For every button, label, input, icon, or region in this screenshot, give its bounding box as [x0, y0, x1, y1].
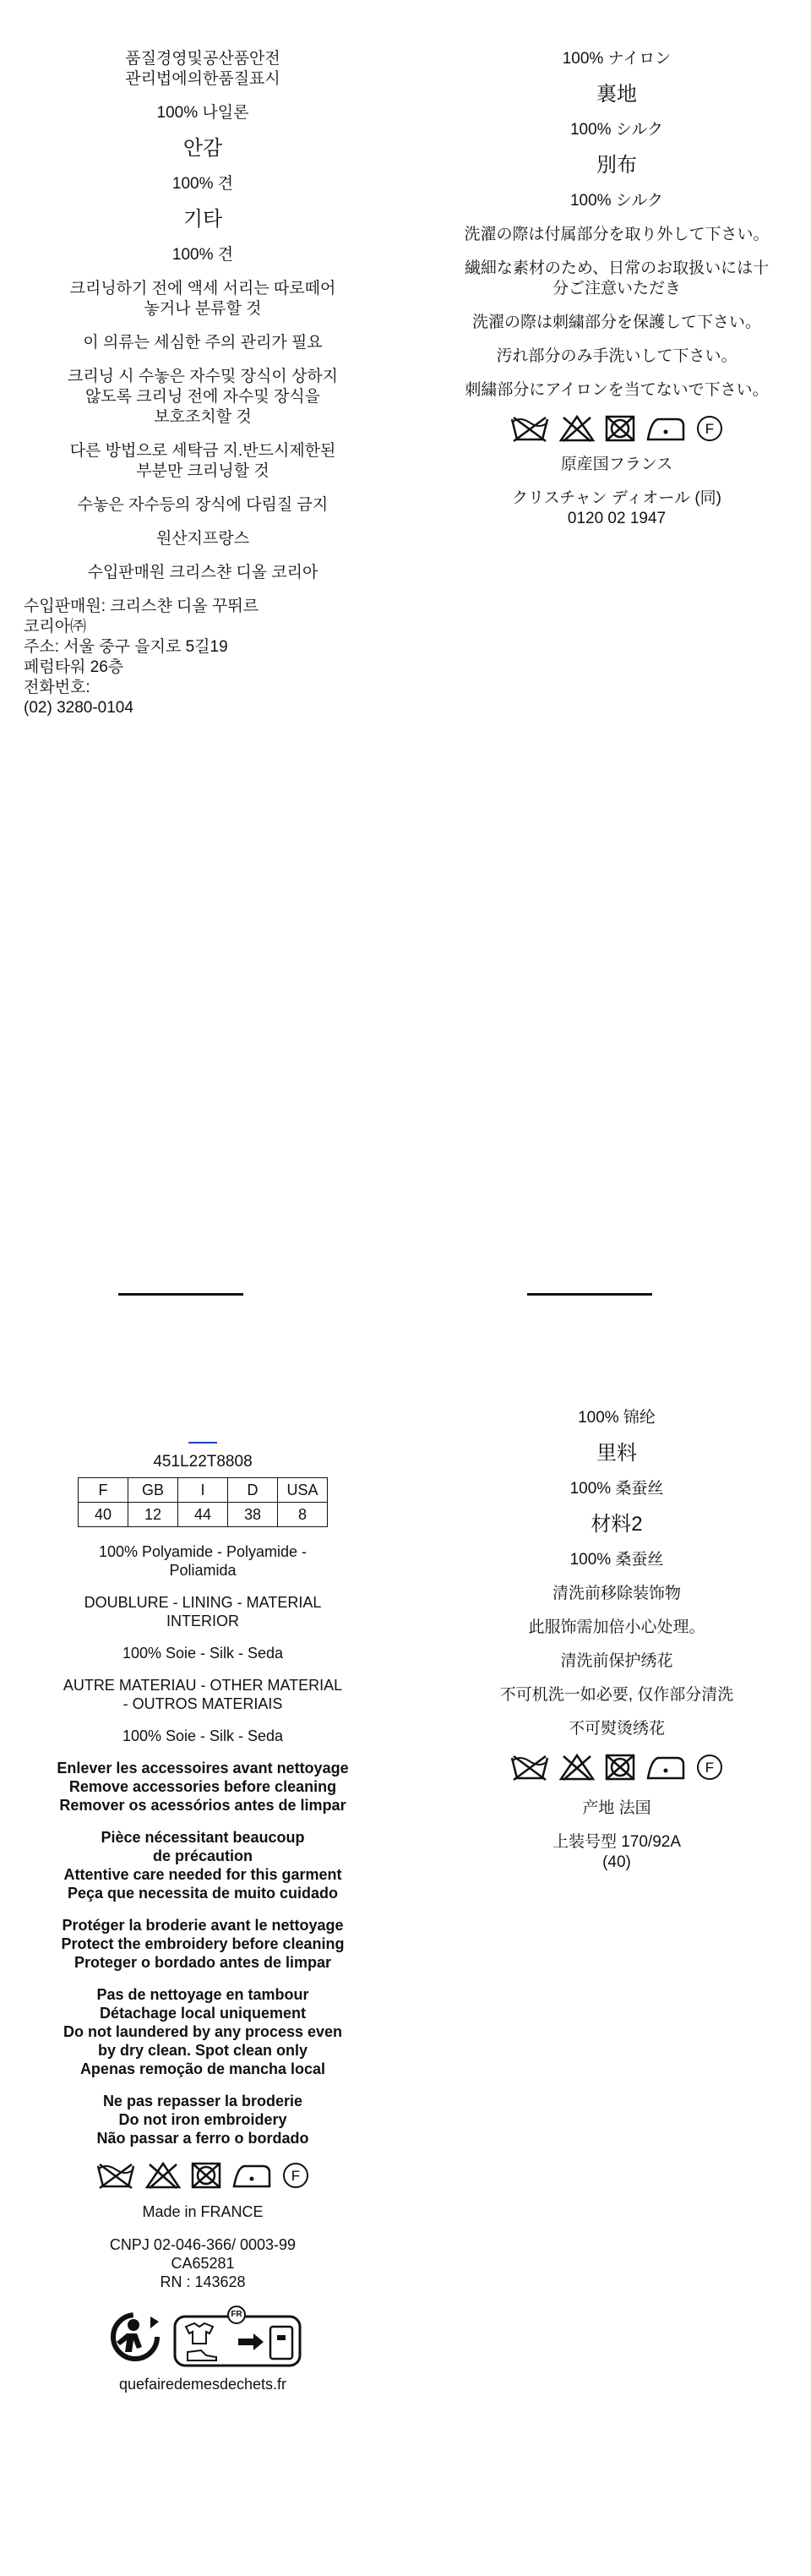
- professional-clean-f-icon: [281, 2161, 310, 2190]
- size-value-cell: 40: [79, 1503, 128, 1527]
- international-care-3: Protéger la broderie avant le nettoyage Protect the embroidery before cleaning Proteger o bordado antes de limpar: [61, 1917, 345, 1971]
- korean-care-5: 수놓은 자수등의 장식에 다림질 금지: [77, 496, 329, 514]
- international-care-4: Pas de nettoyage en tambour Détachage local uniquement Do not laundered by any process even by dry clean. Spot clean only Apenas remoção de mancha local: [63, 1986, 343, 2077]
- size-value-cell: 12: [128, 1503, 178, 1527]
- chinese-care-3: 清洗前保护绣花: [560, 1652, 673, 1670]
- korean-care-3: 크리닝 시 수놓은 자수및 장식이 상하지 않도록 크리닝 전에 자수및 장식을 보호조치할 것: [67, 368, 339, 426]
- japanese-origin: 原産国フランス: [560, 456, 673, 473]
- korean-fabric: 100% 나일론: [156, 104, 249, 122]
- no-tumble-dry-icon: [190, 2161, 222, 2190]
- recycle-badge-label: FR: [231, 2310, 242, 2319]
- no-wash-icon: [95, 2161, 136, 2190]
- size-value-cell: 38: [228, 1503, 278, 1527]
- no-wash-icon: [509, 414, 550, 443]
- iron-low-icon: [645, 414, 687, 443]
- korean-care-4: 다른 방법으로 세탁금 지.반드시제한된 부분만 크리닝할 것: [69, 442, 336, 480]
- korean-care-1: 크리닝하기 전에 액세 서리는 따로떼어 놓거나 분류할 것: [69, 280, 336, 318]
- bin-icon: [270, 2327, 292, 2359]
- tshirt-icon: [186, 2323, 213, 2344]
- korean-importer-block: 수입판매원: 크리스챤 디올 꾸뛰르 코리아㈜ 주소: 서울 중구 을지로 5길19 페럼타워 26층 전화번호: (02) 3280-0104: [24, 598, 259, 717]
- size-table: [78, 1477, 328, 1527]
- recycle-url: quefairedemesdechets.fr: [118, 2376, 287, 2393]
- size-header-cell: GB: [128, 1478, 178, 1503]
- korean-other: 100% 견: [171, 246, 234, 264]
- international-lining: 100% Soie - Silk - Seda: [122, 1645, 284, 1662]
- professional-clean-f-icon: [695, 414, 724, 443]
- care-symbols-chinese: [431, 1753, 803, 1782]
- international-other: 100% Soie - Silk - Seda: [122, 1727, 284, 1744]
- international-care-1: Enlever les accessoires avant nettoyage Remove accessories before cleaning Remover os acessórios antes de limpar: [57, 1760, 349, 1814]
- care-symbols-japanese: [431, 414, 803, 443]
- iron-low-icon: [231, 2161, 273, 2190]
- international-lining-title: DOUBLURE - LINING - MATERIAL INTERIOR: [84, 1594, 322, 1629]
- japanese-care-3: 洗濯の際は刺繍部分を保護して下さい。: [471, 314, 761, 331]
- chinese-other: 100% 桑蚕丝: [569, 1551, 664, 1569]
- no-bleach-icon: [144, 2161, 182, 2190]
- chinese-other-title: 材料2: [591, 1513, 643, 1536]
- size-header-cell: I: [178, 1478, 228, 1503]
- japanese-lining: 100% シルク: [569, 121, 664, 139]
- care-symbol-letter: F: [291, 2168, 301, 2184]
- international-origin: Made in FRANCE: [142, 2203, 264, 2220]
- size-value-row: [79, 1503, 328, 1527]
- japanese-care-1: 洗濯の際は付属部分を取り外して下さい。: [464, 226, 770, 243]
- chinese-care-1: 清洗前移除装饰物: [552, 1585, 681, 1602]
- size-header-row: [79, 1478, 328, 1503]
- care-symbol-letter: F: [705, 1760, 715, 1776]
- international-cnpj: CNPJ 02-046-366/ 0003-99 CA65281 RN : 143628: [109, 2236, 297, 2290]
- chinese-care-2: 此服饰需加倍小心处理。: [528, 1618, 705, 1636]
- separator-left: [118, 1293, 243, 1296]
- no-wash-icon: [509, 1753, 550, 1782]
- chinese-origin: 产地 法国: [582, 1799, 651, 1817]
- reference-number: 451L22T8808: [153, 1453, 253, 1471]
- triman-recycle-icon: [103, 2305, 167, 2369]
- separator-right: [527, 1293, 652, 1296]
- iron-low-icon: [645, 1753, 687, 1782]
- chinese-lining-title: 里料: [596, 1442, 637, 1465]
- chinese-care-5: 不可熨烫绣花: [568, 1720, 665, 1738]
- japanese-label: [431, 49, 803, 543]
- arrow-icon: [238, 2333, 264, 2350]
- international-other-title: AUTRE MATERIAU - OTHER MATERIAL - OUTROS MATERIAIS: [63, 1677, 343, 1712]
- chinese-fabric: 100% 锦纶: [578, 1409, 656, 1427]
- japanese-importer: クリスチャン ディオール (同) 0120 02 1947: [512, 489, 721, 527]
- chinese-care-4: 不可机洗一如必要, 仅作部分清洗: [499, 1686, 734, 1704]
- chinese-size: 上装号型 170/92A (40): [552, 1833, 682, 1871]
- japanese-care-4: 汚れ部分のみ手洗いして下さい。: [496, 347, 738, 365]
- shoe-icon: [188, 2350, 216, 2360]
- size-header-cell: F: [79, 1478, 128, 1503]
- recycling-logo: [17, 2305, 389, 2369]
- japanese-fabric: 100% ナイロン: [562, 50, 672, 68]
- international-care-5: Ne pas repasser la broderie Do not iron embroidery Não passar a ferro o bordado: [96, 2093, 309, 2147]
- japanese-lining-title: 裏地: [596, 83, 637, 106]
- korean-label: [17, 49, 389, 732]
- international-label: [17, 1442, 389, 2408]
- korean-importer-short: 수입판매원 크리스챤 디올 코리아: [87, 564, 318, 581]
- korean-care-2: 이 의류는 세심한 주의 관리가 필요: [83, 334, 323, 352]
- professional-clean-f-icon: [695, 1753, 724, 1782]
- chinese-lining: 100% 桑蚕丝: [569, 1480, 664, 1498]
- korean-header: 품질경영및공산품안전 관리법에의한품질표시: [125, 50, 280, 88]
- size-value-cell: 8: [278, 1503, 328, 1527]
- no-tumble-dry-icon: [604, 414, 636, 443]
- korean-lining: 100% 견: [171, 175, 234, 193]
- japanese-care-2: 繊細な素材のため、日常のお取扱いには十 分ご注意いただき: [464, 259, 770, 297]
- blue-marker: [188, 1442, 217, 1444]
- korean-origin: 원산지프랑스: [155, 530, 250, 548]
- no-tumble-dry-icon: [604, 1753, 636, 1782]
- care-symbol-letter: F: [705, 421, 715, 437]
- chinese-label: [431, 1408, 803, 1886]
- japanese-care-5: 刺繍部分にアイロンを当てないで下さい。: [465, 381, 769, 399]
- no-bleach-icon: [558, 414, 596, 443]
- korean-other-title: 기타: [182, 208, 223, 231]
- recycling-info-box: [172, 2305, 302, 2369]
- size-header-cell: USA: [278, 1478, 328, 1503]
- care-symbols-international: [17, 2161, 389, 2190]
- international-care-2: Pièce nécessitant beaucoup de précaution Attentive care needed for this garment Peça que necessita de muito cuidado: [63, 1829, 342, 1902]
- international-fabric: 100% Polyamide - Polyamide - Poliamida: [98, 1543, 308, 1579]
- korean-lining-title: 안감: [182, 137, 223, 160]
- size-value-cell: 44: [178, 1503, 228, 1527]
- japanese-other-title: 別布: [596, 154, 637, 177]
- no-bleach-icon: [558, 1753, 596, 1782]
- size-header-cell: D: [228, 1478, 278, 1503]
- japanese-other: 100% シルク: [569, 192, 664, 210]
